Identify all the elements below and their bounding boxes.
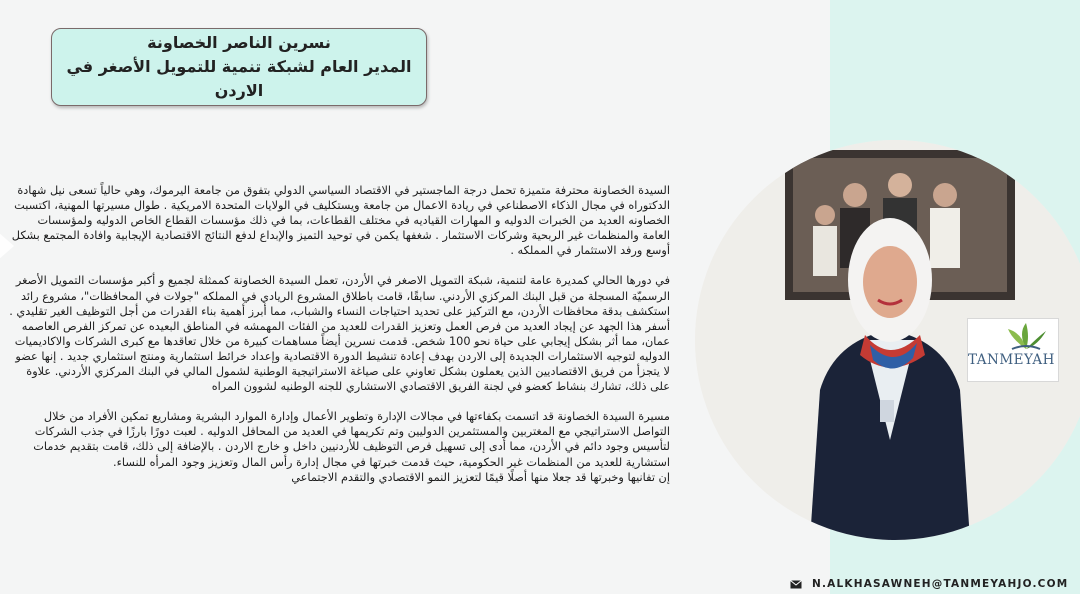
logo-wordmark: TANMEYAH (968, 352, 1055, 368)
footer (790, 578, 1068, 590)
leaf-logo-icon (968, 319, 1058, 355)
biography-text (8, 183, 670, 500)
bio-paragraph-1: السيدة الخصاونة محترفة متميزة تحمل درجة الماجستير في الاقتصاد السياسي الدولي بتفوق من جامعة اليرموك، وهي حالياً تسعى نيل شهادة الدكتوراه في مجال الذكاء الاصطناعي في ريادة الاعمال من جامعة ويستكليف في الولايات المتحدة الامريكية . طوال مسيرتها المهنية، اكتسبت الخصاونه العديد من الخبرات الدوليه و المهارات القياديه في مختلف القطاعات، بما في ذلك مؤسسات القطاع الخاص الدوليه ولمؤسسات العامة والمنظمات غير الربحية وشركات الاستثمار . شغفها يكمن في توحيد التميز والإبداع لدفع النتائج الاقتصادية الإيجابية وافادة المجتمع بشكل أوسع ورفد الاستثمار في المملكه . (11, 184, 670, 258)
bio-paragraph-4: إن تفانيها وخبرتها قد جعلا منها أصلًا قيمًا لتعزيز النمو الاقتصادي والتقدم الاجتماعي (291, 470, 670, 484)
bio-paragraph-2: في دورها الحالي كمديرة عامة لتنمية، شبكة التمويل الاصغر في الأردن، تعمل السيدة الخصاونة كممثلة لجميع و أكبر مؤسسات التمويل الأصغر الرسميّة المسجلة من قبل البنك المركزي الأردني. سابقًا، قامت باطلاق المشروع الريادي في المملكه "جولات في المحافظات"، مشروع رائد استكشف بدقة محافظات الأردن، مع التركيز على تحديد احتياجات النساء والشباب، مما أبرز أهمية بناء القدرات من أجل التوظيف الغير تقليدي . أسفر هذا الجهد عن إيجاد العديد من فرص العمل وتعزيز القدرات للعديد من الفئات المهمشه في المناطق البعيده عن تمركز الفرص العاصمه عمان، مما أثر بشكل إيجابي على حياة نحو 100 شخص. قدمت نسرين أيضاً مساهمات كبيرة من خلال تعاقدها مع كبرى الشركات والاكاديميات الدوليه لتوجيه الاستثمارات الجديدة إلى الاردن بهدف إعادة تنشيط الدورة الاقتصادية وإعداد خرائط استثمارية ومنتج استثماري جديد . إنها عضو لا يتجزأ من فريق الاقتصاديين الذين يعملون بشكل تعاوني على صياغة الاستراتيجية الوطنية لشمول المالي في البنك المركزي الأردني. علاوة على ذلك، تشارك بنشاط كعضو في لجنة الفريق الاقتصادي الاستشاري للجنه الوطنيه لشوون المراه (9, 274, 670, 394)
person-name: نسرين الناصر الخصاونة (147, 33, 331, 52)
tanmeyah-logo (967, 318, 1059, 382)
title-box (51, 28, 427, 106)
person-position: المدير العام لشبكة تنمية للتمويل الأصغر في الاردن (66, 57, 412, 100)
mail-icon (790, 580, 802, 589)
bio-paragraph-3: مسيرة السيدة الخصاونة قد اتسمت بكفاءتها في مجالات الإدارة وتطوير الأعمال وإدارة الموارد البشرية ومشاريع تمكين الأفراد من خلال التواصل الاستراتيجي مع المغتربين والمستثمرين الدوليين وتم تكريمها في العديد من المحافل الدوليه . لعبت دورًا بارزًا في جذب الشركات لتأسيس وجود دائم في الأردن، مما أدى إلى تسهيل فرص التوظيف للأردنيين داخل و خارج الاردن . بالإضافة إلى ذلك، قامت بتقديم خدمات استشارية للعديد من المنظمات غير الحكومية، حيث قدمت خبرتها في مجال إدارة رأس المال وتعزيز وجود المرأه للنساء. (33, 410, 670, 469)
email-address[interactable]: N.ALKHASAWNEH@TANMEYAHJO.COM (812, 578, 1069, 590)
